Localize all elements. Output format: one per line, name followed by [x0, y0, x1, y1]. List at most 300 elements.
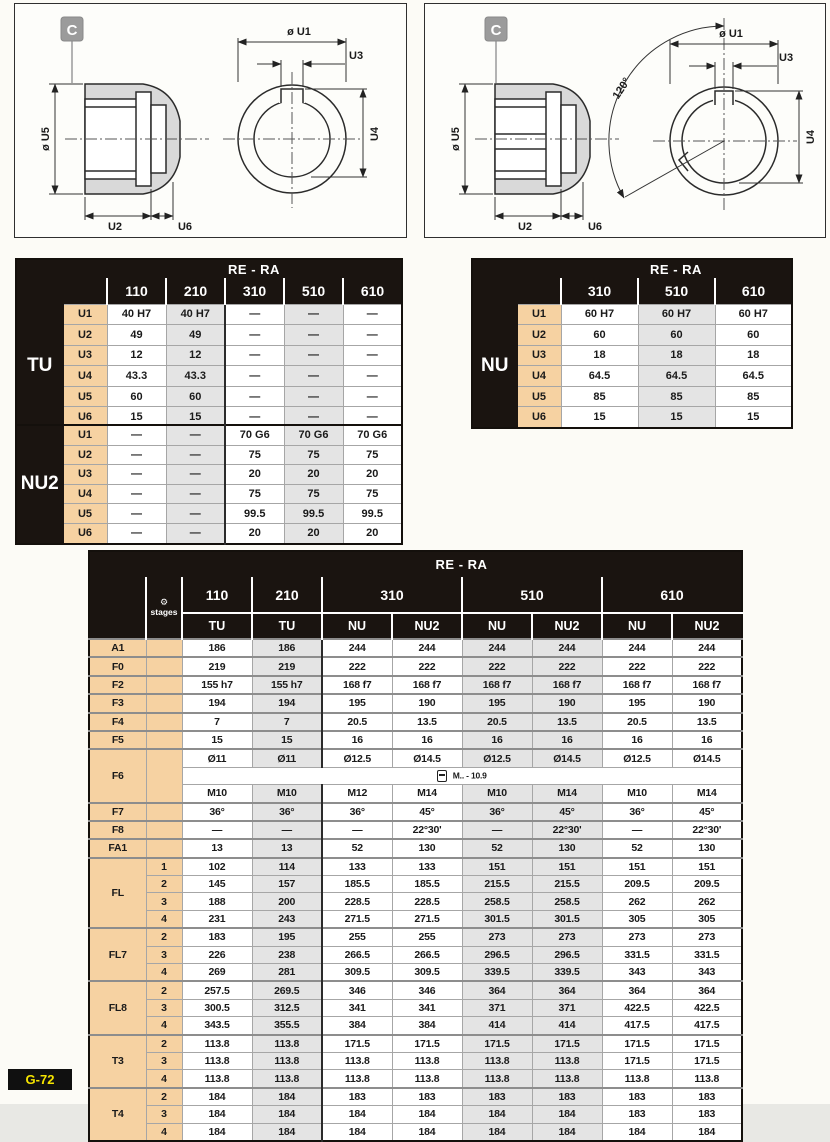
table-row	[16, 445, 402, 465]
value-cell: 157	[252, 876, 322, 893]
table-row	[89, 767, 742, 784]
value-cell: 45°	[532, 803, 602, 821]
value-cell: 49	[107, 325, 166, 346]
value-cell: 20	[343, 465, 402, 485]
dim-label-u2: U2	[107, 221, 123, 233]
value-cell: 228.5	[392, 893, 462, 910]
value-cell: 269	[182, 964, 252, 982]
value-cell: 20.5	[462, 713, 532, 731]
table-body	[16, 304, 402, 428]
value-cell: —	[225, 345, 284, 366]
value-cell: —	[107, 484, 166, 504]
value-cell: 168 f7	[392, 676, 462, 694]
size-group-header: 110	[182, 577, 252, 613]
shaft-type-header: NU2	[392, 613, 462, 639]
value-cell: 7	[182, 713, 252, 731]
value-cell: 36°	[462, 803, 532, 821]
value-cell: 371	[532, 999, 602, 1016]
value-cell: Ø11	[182, 749, 252, 767]
row-label: F6	[89, 749, 146, 802]
header-row	[89, 577, 742, 613]
table-row	[89, 876, 742, 893]
value-cell: 113.8	[182, 1070, 252, 1088]
row-label: F4	[89, 713, 146, 731]
header-row	[472, 259, 792, 278]
value-cell: 113.8	[532, 1052, 602, 1069]
table-row	[472, 325, 792, 346]
value-cell: 184	[252, 1123, 322, 1141]
value-cell: 184	[672, 1123, 742, 1141]
value-cell: 300.5	[182, 999, 252, 1016]
stage-cell	[146, 839, 182, 857]
value-cell: 133	[322, 858, 392, 876]
value-cell: 341	[392, 999, 462, 1016]
value-cell: 183	[602, 1088, 672, 1106]
value-cell: 171.5	[532, 1035, 602, 1053]
value-cell: —	[343, 407, 402, 428]
table-body	[16, 425, 402, 544]
table-row	[16, 465, 402, 485]
value-cell: 155 h7	[252, 676, 322, 694]
value-cell: —	[343, 325, 402, 346]
value-cell: 255	[322, 928, 392, 946]
stage-cell: 2	[146, 981, 182, 999]
value-cell: 343	[602, 964, 672, 982]
table-row	[89, 1035, 742, 1053]
value-cell: 184	[462, 1123, 532, 1141]
value-cell: 70 G6	[225, 425, 284, 445]
shaft-type-header: NU2	[672, 613, 742, 639]
table-row	[89, 1088, 742, 1106]
row-label: U1	[63, 425, 107, 445]
value-cell: 244	[602, 639, 672, 657]
value-cell: 60	[561, 325, 638, 346]
stage-cell: 4	[146, 1123, 182, 1141]
value-cell: 15	[252, 731, 322, 749]
table-row	[89, 910, 742, 928]
value-cell: 228.5	[322, 893, 392, 910]
value-cell: 40 H7	[107, 304, 166, 325]
value-cell: 222	[392, 657, 462, 675]
stage-cell	[146, 821, 182, 839]
table-row	[472, 345, 792, 366]
value-cell: 113.8	[532, 1070, 602, 1088]
table-row	[89, 839, 742, 857]
value-cell: 262	[602, 893, 672, 910]
value-cell: —	[225, 407, 284, 428]
value-cell: 219	[252, 657, 322, 675]
dim-label-u3: U3	[349, 50, 364, 62]
row-label: U1	[517, 304, 561, 325]
value-cell: 64.5	[715, 366, 792, 387]
value-cell: 13	[182, 839, 252, 857]
value-cell: 16	[392, 731, 462, 749]
size-group-header: 310	[322, 577, 462, 613]
value-cell: 190	[672, 694, 742, 712]
value-cell: 184	[182, 1106, 252, 1123]
table-row	[89, 676, 742, 694]
value-cell: 183	[322, 1088, 392, 1106]
value-cell: 183	[672, 1088, 742, 1106]
c-view-badge-label: C	[490, 22, 502, 39]
size-column-header: 210	[166, 278, 225, 304]
value-cell: 244	[672, 639, 742, 657]
value-cell: 185.5	[322, 876, 392, 893]
row-label: U3	[63, 465, 107, 485]
table-row	[16, 425, 402, 445]
value-cell: 184	[252, 1088, 322, 1106]
value-cell: —	[343, 386, 402, 407]
stage-cell	[146, 749, 182, 802]
value-cell: 36°	[252, 803, 322, 821]
value-cell: 16	[602, 731, 672, 749]
value-cell: 258.5	[532, 893, 602, 910]
row-label: FA1	[89, 839, 146, 857]
row-label: F2	[89, 676, 146, 694]
dim-label-u4: U4	[369, 126, 381, 142]
stage-cell: 2	[146, 1035, 182, 1053]
value-cell: 273	[602, 928, 672, 946]
value-cell: 244	[322, 639, 392, 657]
value-cell: 113.8	[672, 1070, 742, 1088]
table-row	[472, 304, 792, 325]
value-cell: 64.5	[561, 366, 638, 387]
value-cell: 171.5	[462, 1035, 532, 1053]
value-cell: —	[284, 386, 343, 407]
table-row	[89, 1017, 742, 1035]
angle-label: 120°	[610, 75, 634, 102]
row-label: U2	[63, 445, 107, 465]
table-row	[89, 946, 742, 963]
value-cell: 113.8	[462, 1070, 532, 1088]
shaft-type-header: NU2	[532, 613, 602, 639]
stage-cell	[146, 694, 182, 712]
value-cell: Ø12.5	[462, 749, 532, 767]
value-cell: —	[225, 304, 284, 325]
stage-cell: 4	[146, 910, 182, 928]
value-cell: 171.5	[392, 1035, 462, 1053]
value-cell: 185.5	[392, 876, 462, 893]
value-cell: —	[343, 304, 402, 325]
value-cell: 16	[672, 731, 742, 749]
value-cell: 414	[462, 1017, 532, 1035]
value-cell: —	[225, 325, 284, 346]
dim-label-u2: U2	[517, 221, 533, 233]
main-grid	[88, 550, 743, 1142]
value-cell: 273	[532, 928, 602, 946]
table-body	[472, 304, 792, 428]
size-column-header: 310	[225, 278, 284, 304]
value-cell: 184	[462, 1106, 532, 1123]
value-cell: 15	[107, 407, 166, 428]
value-cell: 422.5	[602, 999, 672, 1016]
table-row	[16, 484, 402, 504]
value-cell: 312.5	[252, 999, 322, 1016]
value-cell: 257.5	[182, 981, 252, 999]
value-cell: —	[166, 523, 225, 543]
value-cell: 13.5	[392, 713, 462, 731]
table-row	[16, 366, 402, 387]
stage-cell: 4	[146, 1070, 182, 1088]
table-row	[472, 407, 792, 428]
value-cell: 168 f7	[602, 676, 672, 694]
value-cell: 281	[252, 964, 322, 982]
value-cell: 99.5	[225, 504, 284, 524]
bolt-icon	[437, 770, 447, 782]
value-cell: 184	[322, 1123, 392, 1141]
stage-cell: 1	[146, 858, 182, 876]
value-cell: 209.5	[672, 876, 742, 893]
value-cell: 384	[392, 1017, 462, 1035]
value-cell: 113.8	[322, 1070, 392, 1088]
table-row	[89, 999, 742, 1016]
value-cell: 171.5	[322, 1035, 392, 1053]
bolt-note-text: M.. - 10.9	[452, 770, 487, 781]
value-cell: 371	[462, 999, 532, 1016]
value-cell: 222	[462, 657, 532, 675]
value-cell: 168 f7	[462, 676, 532, 694]
value-cell: —	[284, 304, 343, 325]
table-row	[89, 893, 742, 910]
size-column-header: 110	[107, 278, 166, 304]
row-label: U6	[63, 407, 107, 428]
value-cell: M14	[532, 785, 602, 803]
value-cell: 331.5	[602, 946, 672, 963]
dim-label-u6: U6	[177, 221, 193, 233]
value-cell: 85	[715, 386, 792, 407]
row-label: A1	[89, 639, 146, 657]
value-cell: Ø14.5	[532, 749, 602, 767]
value-cell: 184	[532, 1123, 602, 1141]
value-cell: —	[602, 821, 672, 839]
row-label: U5	[63, 386, 107, 407]
shaft-type-header: NU	[462, 613, 532, 639]
value-cell: 331.5	[672, 946, 742, 963]
row-label: U4	[63, 366, 107, 387]
value-cell: 151	[532, 858, 602, 876]
table-row	[89, 713, 742, 731]
value-cell: —	[225, 366, 284, 387]
value-cell: 60 H7	[638, 304, 715, 325]
table-row	[89, 657, 742, 675]
value-cell: 113.8	[392, 1070, 462, 1088]
value-cell: 75	[343, 484, 402, 504]
value-cell: 301.5	[462, 910, 532, 928]
row-label: U4	[63, 484, 107, 504]
value-cell: 113.8	[462, 1052, 532, 1069]
stage-cell: 2	[146, 876, 182, 893]
value-cell: 113.8	[252, 1052, 322, 1069]
stages-header-stack	[147, 598, 181, 617]
value-cell: 184	[182, 1123, 252, 1141]
size-column-header: 610	[343, 278, 402, 304]
row-label: T3	[89, 1035, 146, 1088]
dim-label-u4: U4	[805, 129, 817, 145]
value-cell: 183	[602, 1106, 672, 1123]
value-cell: 238	[252, 946, 322, 963]
value-cell: 18	[638, 345, 715, 366]
value-cell: 7	[252, 713, 322, 731]
value-cell: 244	[392, 639, 462, 657]
bolt-class-note	[182, 767, 742, 784]
value-cell: 183	[532, 1088, 602, 1106]
table-row	[16, 386, 402, 407]
table-row	[472, 386, 792, 407]
value-cell: 309.5	[322, 964, 392, 982]
value-cell: 355.5	[252, 1017, 322, 1035]
header-corner	[472, 259, 561, 304]
value-cell: 219	[182, 657, 252, 675]
main-table-header	[89, 551, 742, 639]
value-cell: 168 f7	[532, 676, 602, 694]
value-cell: 271.5	[392, 910, 462, 928]
stage-cell: 3	[146, 999, 182, 1016]
value-cell: 184	[252, 1106, 322, 1123]
value-cell: 183	[392, 1088, 462, 1106]
value-cell: 184	[602, 1123, 672, 1141]
value-cell: 15	[182, 731, 252, 749]
series-header: RE - RA	[561, 259, 792, 278]
value-cell: 194	[252, 694, 322, 712]
row-group-label: NU2	[16, 425, 63, 544]
value-cell: 20	[225, 465, 284, 485]
shaft-type-header: TU	[252, 613, 322, 639]
stages-header-label: stages	[150, 607, 178, 618]
value-cell: 343.5	[182, 1017, 252, 1035]
value-cell: 273	[672, 928, 742, 946]
value-cell: 243	[252, 910, 322, 928]
angle-radial-line	[625, 141, 724, 197]
value-cell: 422.5	[672, 999, 742, 1016]
header-row	[16, 259, 402, 278]
value-cell: Ø14.5	[392, 749, 462, 767]
header-row	[89, 613, 742, 639]
value-cell: 296.5	[462, 946, 532, 963]
shaft-type-header: TU	[182, 613, 252, 639]
value-cell: 183	[462, 1088, 532, 1106]
value-cell: 414	[532, 1017, 602, 1035]
stage-cell	[146, 731, 182, 749]
table-row	[89, 749, 742, 767]
value-cell: 262	[672, 893, 742, 910]
value-cell: 15	[166, 407, 225, 428]
value-cell: 384	[322, 1017, 392, 1035]
value-cell: 114	[252, 858, 322, 876]
value-cell: 339.5	[462, 964, 532, 982]
value-cell: 222	[672, 657, 742, 675]
value-cell: 341	[322, 999, 392, 1016]
value-cell: 133	[392, 858, 462, 876]
value-cell: 184	[182, 1088, 252, 1106]
value-cell: 258.5	[462, 893, 532, 910]
table-row	[89, 1123, 742, 1141]
angle-arc-120	[609, 26, 724, 198]
value-cell: 151	[462, 858, 532, 876]
row-label: F5	[89, 731, 146, 749]
value-cell: 364	[532, 981, 602, 999]
value-cell: 190	[532, 694, 602, 712]
stage-cell: 2	[146, 1088, 182, 1106]
value-cell: 186	[182, 639, 252, 657]
value-cell: 231	[182, 910, 252, 928]
row-label: U5	[63, 504, 107, 524]
dim-label-u5: ø U5	[40, 127, 52, 151]
value-cell: 22°30'	[672, 821, 742, 839]
value-cell: —	[284, 407, 343, 428]
value-cell: 20.5	[322, 713, 392, 731]
value-cell: 195	[462, 694, 532, 712]
table-row	[16, 345, 402, 366]
value-cell: 60	[638, 325, 715, 346]
value-cell: 364	[672, 981, 742, 999]
value-cell: —	[107, 523, 166, 543]
value-cell: 168 f7	[322, 676, 392, 694]
value-cell: 215.5	[532, 876, 602, 893]
value-cell: 339.5	[532, 964, 602, 982]
value-cell: 190	[392, 694, 462, 712]
row-label: U6	[63, 523, 107, 543]
value-cell: 364	[462, 981, 532, 999]
row-label: U3	[63, 345, 107, 366]
value-cell: M12	[322, 785, 392, 803]
value-cell: 145	[182, 876, 252, 893]
value-cell: 113.8	[182, 1052, 252, 1069]
value-cell: 13.5	[672, 713, 742, 731]
table-row	[89, 803, 742, 821]
row-label: U5	[517, 386, 561, 407]
value-cell: 222	[532, 657, 602, 675]
row-label: U2	[517, 325, 561, 346]
value-cell: 171.5	[672, 1052, 742, 1069]
value-cell: 417.5	[602, 1017, 672, 1035]
value-cell: 52	[462, 839, 532, 857]
table-row	[89, 821, 742, 839]
value-cell: 113.8	[182, 1035, 252, 1053]
value-cell: 13	[252, 839, 322, 857]
value-cell: 364	[602, 981, 672, 999]
value-cell: 60	[107, 386, 166, 407]
row-group-label: TU	[16, 304, 63, 428]
main-table-body	[89, 639, 742, 1141]
value-cell: 184	[392, 1106, 462, 1123]
table-row	[16, 523, 402, 543]
value-cell: 49	[166, 325, 225, 346]
value-cell: 22°30'	[392, 821, 462, 839]
value-cell: Ø14.5	[672, 749, 742, 767]
table-row	[472, 366, 792, 387]
table-row	[89, 694, 742, 712]
nu-mount-grid	[471, 258, 793, 429]
value-cell: 113.8	[252, 1035, 322, 1053]
header-corner	[89, 551, 182, 577]
value-cell: 309.5	[392, 964, 462, 982]
value-cell: 60	[715, 325, 792, 346]
value-cell: 20	[284, 465, 343, 485]
value-cell: —	[107, 465, 166, 485]
value-cell: 45°	[392, 803, 462, 821]
page-number-badge	[8, 1069, 72, 1090]
value-cell: 60	[166, 386, 225, 407]
dim-label-u5: ø U5	[450, 127, 462, 151]
row-label: FL8	[89, 981, 146, 1034]
dimension-drawing-right	[424, 3, 826, 238]
value-cell: 183	[182, 928, 252, 946]
value-cell: 151	[602, 858, 672, 876]
value-cell: 226	[182, 946, 252, 963]
value-cell: —	[166, 445, 225, 465]
page-number-label: G-72	[25, 1072, 55, 1087]
value-cell: M14	[672, 785, 742, 803]
